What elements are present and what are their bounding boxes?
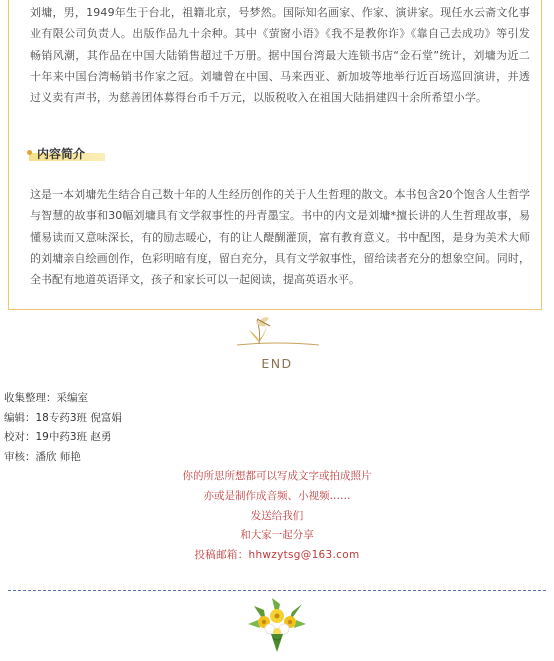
credit-reviewer: 审核：潘欣 师艳	[4, 450, 81, 463]
submission-promo	[0, 467, 554, 566]
book-info-card	[8, 0, 542, 310]
end-label: END	[261, 356, 293, 371]
promo-line-4: 和大家一起分享	[240, 529, 314, 542]
credit-editor: 编辑：18专药3班 倪富娟	[4, 411, 122, 424]
credit-collector: 收集整理：采编室	[4, 392, 88, 404]
credits-block	[4, 389, 122, 467]
credit-proofreader: 校对：19中药3班 赵勇	[4, 431, 112, 443]
submission-email: 投稿邮箱：hhwzytsg@163.com	[194, 549, 360, 562]
promo-line-3: 发送给我们	[250, 509, 304, 522]
section-title: 内容简介	[37, 147, 86, 161]
section-heading	[29, 145, 105, 165]
dashed-divider	[8, 590, 546, 591]
promo-line-1: 你的所思所想都可以写成文字或拍成照片	[182, 470, 372, 482]
author-bio: 刘墉，男，1949年生于台北，祖籍北京，号梦然。国际知名画家、作家、演讲家。现任水云斋文化事业有限公司负责人。出版作品九十余种。其中《萤窗小语》《我不是教你诈》《靠自己去成功》等引发畅销风潮，其作品在中国大陆销售超过千万册。据中国台湾最大连锁书店“金石堂”统计，刘墉为近二十年来中国台湾畅销书作家之冠。刘墉曾在中国、马来西亚、新加坡等地举行近百场巡回演讲，并透过义卖有声书，为慈善团体募得台币千万元，以版税收入在祖国大陆捐建四十余所希望小学。	[30, 6, 531, 105]
content-intro: 这是一本刘墉先生结合自己数十年的人生经历创作的关于人生哲理的散文。本书包含20个饱含人生哲学与智慧的故事和30幅刘墉具有文学叙事性的丹青墨宝。书中的内文是刘墉*擅长讲的人生哲理故事，易懂易读而又意味深长，有的励志暖心，有的让人醍醐灌顶，富有教育意义。书中配图，是身为美术大师的刘墉亲自绘画创作，色彩明暗有度，留白充分，具有文学叙事性，留给读者充分的想象空间。同时，全书配有地道英语译文，孩子和家长可以一起阅读，提高英语水平。	[30, 188, 530, 287]
promo-line-2: 亦或是制作成音频、小视频……	[203, 489, 351, 502]
flower-bouquet-icon	[246, 594, 308, 658]
dragonfly-reed-icon	[237, 314, 319, 354]
